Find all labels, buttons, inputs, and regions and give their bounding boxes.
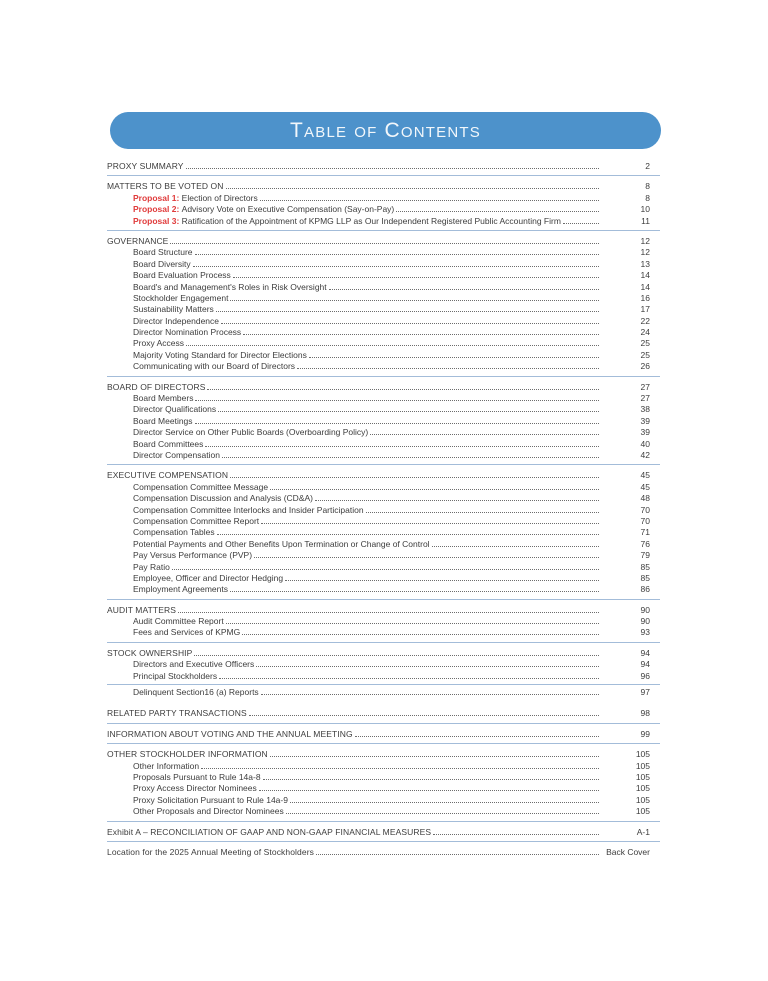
toc-group [107,708,660,723]
dot-leader [261,523,599,524]
page-number: 90 [640,616,650,627]
toc-entry[interactable] [107,584,660,595]
page-number: 94 [640,647,650,658]
toc-entry-label: Pay Ratio [133,561,170,572]
toc-entry[interactable] [107,659,660,670]
dot-leader [230,300,599,301]
toc-group [107,687,660,701]
toc-entry[interactable] [107,605,660,616]
page-number: 105 [635,760,650,771]
page-number: 105 [635,806,650,817]
toc-entry-label: Compensation Discussion and Analysis (CD&A) [133,493,313,504]
toc-entry[interactable] [107,806,660,817]
page-number: 97 [640,687,650,698]
dot-leader [194,655,599,656]
toc-entry-label: Proxy Access [133,338,185,349]
toc-entry-label: Principal Stockholders [133,670,218,681]
page-number: A-1 [636,826,650,837]
toc-list [107,161,660,868]
toc-entry[interactable] [107,350,660,361]
toc-entry[interactable] [107,193,660,204]
toc-entry-label: Stockholder Engagement [133,292,229,303]
toc-entry-label: INFORMATION ABOUT VOTING AND THE ANNUAL MEETING [107,728,353,739]
toc-entry-label: Majority Voting Standard for Director Elections [133,349,307,360]
toc-entry-label: Board Members [133,393,194,404]
dot-leader [195,423,599,424]
toc-entry-label: Board Committees [133,438,204,449]
toc-entry-label: Director Service on Other Public Boards (Overboarding Policy) [133,427,369,438]
page-number: 24 [640,327,650,338]
dot-leader [366,512,599,513]
toc-entry-label: Pay Versus Performance (PVP) [133,550,253,561]
toc-entry-label: OTHER STOCKHOLDER INFORMATION [107,749,268,760]
toc-entry-label: Communicating with our Board of Directors [133,361,296,372]
dot-leader [219,678,599,679]
page-title-banner [110,112,661,149]
toc-group [107,847,660,861]
dot-leader [172,569,599,570]
dot-leader [249,715,599,716]
page-number: 93 [640,627,650,638]
toc-entry[interactable] [107,416,660,427]
toc-entry-label: Director Qualifications [133,404,217,415]
toc-entry[interactable] [107,181,660,192]
page-number: 13 [640,258,650,269]
dot-leader [286,813,599,814]
toc-entry[interactable] [107,404,660,415]
toc-entry[interactable] [107,338,660,349]
dot-leader [260,200,599,201]
toc-entry-label: Compensation Tables [133,527,215,538]
toc-group [107,236,660,377]
toc-entry[interactable] [107,648,660,659]
page-number: 8 [645,181,650,192]
dot-leader [370,434,599,435]
toc-entry-label: Employment Agreements [133,584,228,595]
toc-entry[interactable] [107,772,660,783]
dot-leader [285,580,599,581]
dot-leader [233,277,599,278]
proposal-prefix: Proposal 1: [133,192,182,203]
dot-leader [355,736,599,737]
toc-entry[interactable] [107,216,660,227]
page-number: 12 [640,235,650,246]
toc-entry[interactable] [107,783,660,794]
page-number: 2 [645,161,650,171]
page-number: 70 [640,515,650,526]
proposal-prefix: Proposal 3: [133,215,182,226]
toc-entry[interactable] [107,439,660,450]
toc-entry[interactable] [107,539,660,550]
toc-entry[interactable] [107,316,660,327]
page-number: 45 [640,481,650,492]
toc-entry[interactable] [107,550,660,561]
toc-entry[interactable] [107,761,660,772]
page-number: 105 [635,771,650,782]
toc-entry[interactable] [107,482,660,493]
page-number: 42 [640,449,650,460]
page-number: 25 [640,338,650,349]
page-number: 12 [640,247,650,258]
toc-entry[interactable] [107,236,660,247]
page-number: Back Cover [606,846,650,857]
page-number: 11 [641,215,650,226]
page-number: 98 [640,708,650,719]
dot-leader [205,446,599,447]
toc-entry[interactable] [107,627,660,638]
dot-leader [563,223,599,224]
dot-leader [230,477,599,478]
toc-entry-label: Other Information [133,760,200,771]
toc-entry[interactable] [107,361,660,372]
toc-entry-label: Board's and Management's Roles in Risk Oversight [133,281,327,292]
toc-entry[interactable] [107,795,660,806]
dot-leader [297,368,599,369]
toc-entry-label: BOARD OF DIRECTORS [107,381,206,392]
toc-entry-label: Employee, Officer and Director Hedging [133,572,284,583]
page-number: 27 [640,381,650,392]
proposal-prefix: Proposal 2: [133,204,182,215]
toc-entry[interactable] [107,450,660,461]
page-number: 96 [640,670,650,681]
page-number: 86 [640,584,650,595]
toc-group [107,161,660,176]
dot-leader [290,802,599,803]
dot-leader [201,768,599,769]
toc-entry-label: Compensation Committee Message [133,481,269,492]
toc-entry-label: Board Evaluation Process [133,270,231,281]
toc-entry[interactable] [107,562,660,573]
page-number: 90 [640,604,650,615]
toc-entry-label: Fees and Services of KPMG [133,627,241,638]
dot-leader [226,623,599,624]
page-number: 94 [640,659,650,670]
toc-entry-label: EXECUTIVE COMPENSATION [107,470,229,481]
toc-entry-label: Proposal 1: Election of Directors [133,192,258,203]
toc-entry-label: Other Proposals and Director Nominees [133,806,284,817]
toc-entry[interactable] [107,847,660,858]
toc-entry-label: Director Independence [133,315,220,326]
toc-entry[interactable] [107,382,660,393]
dot-leader [226,188,600,189]
page-number: 27 [640,393,650,404]
toc-entry-label: Compensation Committee Report [133,515,260,526]
toc-entry-label: Proposal 3: Ratification of the Appointment of KPMG LLP as Our Independent Registered Public Accounting Firm [133,215,561,226]
toc-entry-label: Sustainability Matters [133,304,214,315]
page-number: 48 [640,493,650,504]
toc-entry[interactable] [107,516,660,527]
page-number: 39 [640,415,650,426]
dot-leader [433,834,599,835]
toc-entry-label: Proposals Pursuant to Rule 14a-8 [133,771,261,782]
dot-leader [309,357,599,358]
page-number: 39 [640,427,650,438]
toc-entry-label: GOVERNANCE [107,235,169,246]
page-number: 71 [640,527,650,538]
dot-leader [170,243,599,244]
page-number: 14 [640,270,650,281]
toc-entry[interactable] [107,687,660,698]
page-number: 10 [640,204,650,215]
toc-entry[interactable] [107,708,660,719]
page-number: 22 [640,315,650,326]
toc-entry[interactable] [107,393,660,404]
toc-entry-label: Delinquent Section16 (a) Reports [133,687,259,698]
toc-entry[interactable] [107,304,660,315]
page-number: 8 [645,192,650,203]
page-number: 14 [640,281,650,292]
toc-group [107,470,660,599]
page-number: 85 [640,561,650,572]
toc-group [107,382,660,466]
dot-leader [222,457,599,458]
toc-entry-label: AUDIT MATTERS [107,604,176,615]
dot-leader [207,389,599,390]
toc-entry[interactable] [107,573,660,584]
toc-entry-label: Audit Committee Report [133,616,224,627]
toc-entry-label: Proxy Access Director Nominees [133,783,257,794]
toc-entry[interactable] [107,493,660,504]
dot-leader [243,334,599,335]
page-number: 85 [640,572,650,583]
toc-entry-label: Board Meetings [133,415,193,426]
toc-entry[interactable] [107,282,660,293]
toc-entry-label: Directors and Executive Officers [133,659,255,670]
toc-entry-label: Potential Payments and Other Benefits Upon Termination or Change of Control [133,538,430,549]
toc-entry[interactable] [107,527,660,538]
toc-entry[interactable] [107,270,660,281]
toc-entry-label: MATTERS TO BE VOTED ON [107,181,224,192]
toc-entry[interactable] [107,161,660,172]
dot-leader [217,534,599,535]
toc-entry-label: Director Nomination Process [133,327,242,338]
dot-leader [316,854,599,855]
dot-leader [259,790,599,791]
page-number: 25 [640,349,650,360]
toc-entry-label: Location for the 2025 Annual Meeting of Stockholders [107,846,314,857]
page-number: 16 [640,292,650,303]
dot-leader [396,211,599,212]
toc-group [107,605,660,643]
dot-leader [216,311,599,312]
toc-entry[interactable] [107,671,660,682]
page-number: 17 [640,304,650,315]
toc-entry[interactable] [107,827,660,838]
toc-entry-label: STOCK OWNERSHIP [107,647,193,658]
toc-entry[interactable] [107,427,660,438]
dot-leader [195,254,599,255]
page-title: Table of Contents [290,119,481,142]
dot-leader [270,489,599,490]
dot-leader [263,779,599,780]
toc-entry-label: Board Structure [133,247,193,258]
dot-leader [256,666,599,667]
toc-entry-label: PROXY SUMMARY [107,161,184,171]
dot-leader [254,557,599,558]
page-number: 99 [640,728,650,739]
toc-entry[interactable] [107,729,660,740]
toc-group [107,729,660,744]
dot-leader [329,289,599,290]
dot-leader [242,634,599,635]
dot-leader [186,345,599,346]
dot-leader [230,591,599,592]
page-number: 40 [640,438,650,449]
page-number: 105 [635,749,650,760]
toc-entry[interactable] [107,505,660,516]
dot-leader [218,411,599,412]
dot-leader [432,546,599,547]
toc-group [107,181,660,231]
toc-entry-label: Proxy Solicitation Pursuant to Rule 14a-9 [133,794,288,805]
dot-leader [221,323,599,324]
toc-entry-label: Proposal 2: Advisory Vote on Executive Compensation (Say-on-Pay) [133,204,395,215]
toc-entry[interactable] [107,293,660,304]
page-number: 79 [640,550,650,561]
toc-entry[interactable] [107,749,660,760]
page-number: 105 [635,783,650,794]
dot-leader [270,756,599,757]
page-number: 70 [640,504,650,515]
page-number: 76 [640,538,650,549]
toc-entry-label: Director Compensation [133,449,220,460]
toc-group [107,749,660,821]
dot-leader [186,168,599,169]
page-number: 45 [640,470,650,481]
toc-entry-label: Compensation Committee Interlocks and Insider Participation [133,504,364,515]
dot-leader [315,500,599,501]
toc-entry[interactable] [107,259,660,270]
dot-leader [193,266,599,267]
toc-entry[interactable] [107,204,660,215]
toc-entry-label: Board Diversity [133,258,191,269]
toc-group [107,827,660,842]
page-number: 38 [640,404,650,415]
page-number: 26 [640,361,650,372]
toc-entry[interactable] [107,327,660,338]
toc-group [107,648,660,685]
dot-leader [178,612,599,613]
toc-entry[interactable] [107,470,660,481]
toc-entry-label: RELATED PARTY TRANSACTIONS [107,708,247,719]
dot-leader [195,400,599,401]
toc-entry[interactable] [107,616,660,627]
dot-leader [261,694,599,695]
toc-entry[interactable] [107,247,660,258]
toc-entry-label: Exhibit A – RECONCILIATION OF GAAP AND NON-GAAP FINANCIAL MEASURES [107,826,432,837]
page-number: 105 [635,794,650,805]
